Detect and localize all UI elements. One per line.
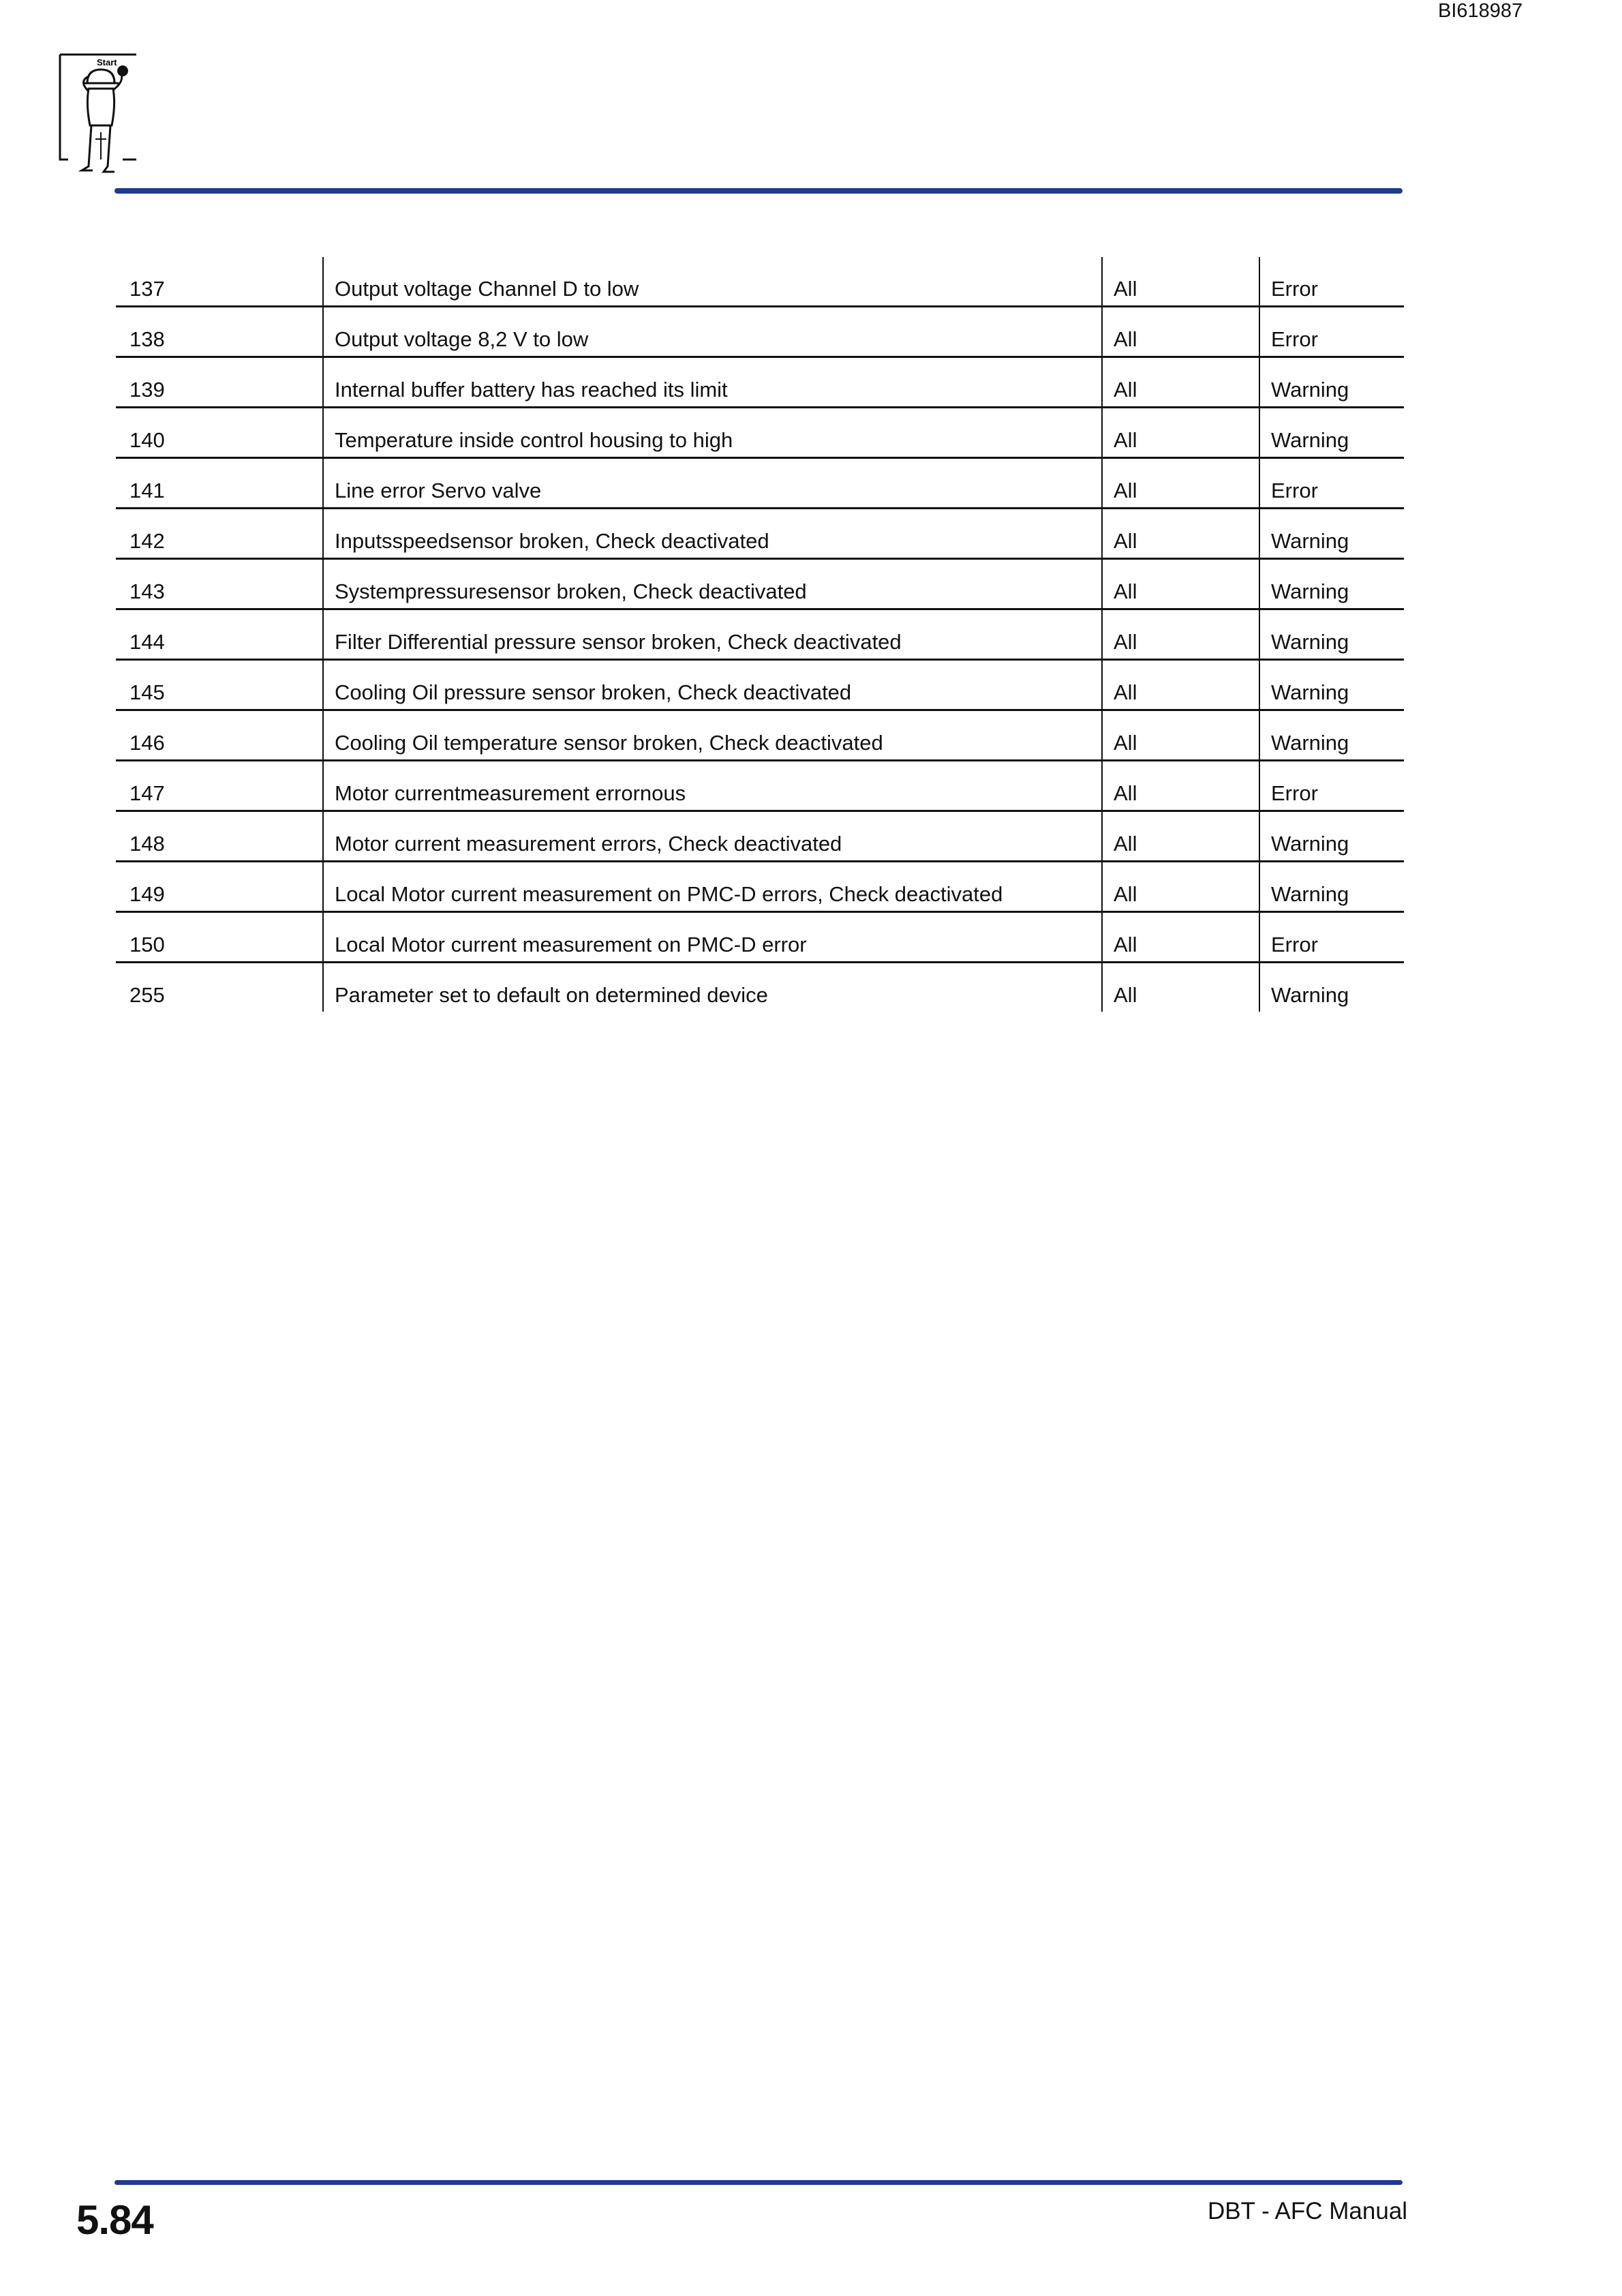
device-cell: All: [1102, 710, 1259, 761]
message-type-cell: Error: [1259, 912, 1404, 963]
description-cell: Systempressuresensor broken, Check deactivated: [323, 559, 1102, 609]
error-code-cell: 150: [116, 912, 323, 963]
error-code-cell: 138: [116, 307, 323, 357]
device-cell: All: [1102, 660, 1259, 710]
device-cell: All: [1102, 912, 1259, 963]
description-cell: Local Motor current measurement on PMC-D errors, Check deactivated: [323, 862, 1102, 912]
description-cell: Motor current measurement errors, Check deactivated: [323, 811, 1102, 862]
message-type-cell: Warning: [1259, 811, 1404, 862]
message-type-cell: Warning: [1259, 559, 1404, 609]
device-cell: All: [1102, 559, 1259, 609]
message-type-cell: Error: [1259, 307, 1404, 357]
device-cell: All: [1102, 257, 1259, 307]
error-code-cell: 142: [116, 509, 323, 559]
description-cell: Filter Differential pressure sensor broken, Check deactivated: [323, 609, 1102, 660]
error-code-cell: 255: [129, 983, 165, 1007]
device-cell: All: [1102, 811, 1259, 862]
table-row: [116, 609, 1404, 660]
table-row: [116, 811, 1404, 862]
error-code-cell: 147: [116, 761, 323, 811]
manual-title: DBT - AFC Manual: [1208, 2198, 1408, 2224]
table-row: [116, 257, 1404, 307]
device-cell: All: [1102, 458, 1259, 509]
footer-rule: [114, 2180, 1403, 2185]
table-row: [116, 761, 1404, 811]
error-code-table: [116, 257, 1404, 1012]
header-rule: [114, 188, 1403, 194]
description-cell: Motor currentmeasurement errornous: [323, 761, 1102, 811]
page-number: 5.84: [76, 2197, 153, 2243]
table-row: [116, 408, 1404, 458]
device-cell: All: [1102, 408, 1259, 458]
table-row: [116, 963, 1404, 1012]
logo-text: Start: [97, 57, 117, 67]
error-code-cell: 146: [116, 710, 323, 761]
device-cell: All: [1102, 509, 1259, 559]
error-code-cell: 148: [116, 811, 323, 862]
message-type-cell: Warning: [1259, 660, 1404, 710]
table-row: [116, 912, 1404, 963]
description-cell: Temperature inside control housing to high: [323, 408, 1102, 458]
table-row: [116, 710, 1404, 761]
error-code-cell: 140: [116, 408, 323, 458]
table-row: [116, 660, 1404, 710]
device-cell: All: [1102, 307, 1259, 357]
message-type-cell: Warning: [1259, 509, 1404, 559]
table-row: [116, 559, 1404, 609]
error-code-cell: 137: [116, 257, 323, 307]
message-type-cell: Error: [1259, 761, 1404, 811]
device-cell: All: [1102, 609, 1259, 660]
message-type-cell: Warning: [1259, 408, 1404, 458]
message-type-cell: Warning: [1259, 963, 1404, 1012]
message-type-cell: Warning: [1259, 609, 1404, 660]
device-cell: All: [1102, 761, 1259, 811]
description-cell: Cooling Oil temperature sensor broken, Check deactivated: [323, 710, 1102, 761]
description-cell: Line error Servo valve: [323, 458, 1102, 509]
description-cell: Output voltage 8,2 V to low: [323, 307, 1102, 357]
error-code-cell: 143: [116, 559, 323, 609]
device-cell: All: [1102, 357, 1259, 408]
table-row: [116, 357, 1404, 408]
description-cell: Inputsspeedsensor broken, Check deactivated: [323, 509, 1102, 559]
description-cell: Internal buffer battery has reached its limit: [323, 357, 1102, 408]
error-code-cell: 139: [116, 357, 323, 408]
error-code-cell: 144: [116, 609, 323, 660]
table-row: [116, 862, 1404, 912]
error-code-cell: 141: [116, 458, 323, 509]
message-type-cell: Warning: [1259, 862, 1404, 912]
device-cell: All: [1102, 862, 1259, 912]
error-code-cell: 145: [116, 660, 323, 710]
document-id: BI618987: [1438, 0, 1523, 22]
description-cell: Output voltage Channel D to low: [323, 257, 1102, 307]
message-type-cell: Error: [1259, 257, 1404, 307]
table-row: [116, 307, 1404, 357]
message-type-cell: Warning: [1259, 357, 1404, 408]
device-cell: All: [1102, 963, 1259, 1012]
start-button-worker-icon: [48, 50, 143, 187]
description-cell: Local Motor current measurement on PMC-D error: [323, 912, 1102, 963]
description-cell: Cooling Oil pressure sensor broken, Check deactivated: [323, 660, 1102, 710]
table-row: [116, 458, 1404, 509]
error-code-cell: 149: [116, 862, 323, 912]
message-type-cell: Error: [1259, 458, 1404, 509]
table-row: [116, 509, 1404, 559]
description-cell: Parameter set to default on determined device: [323, 963, 1102, 1012]
message-type-cell: Warning: [1259, 710, 1404, 761]
